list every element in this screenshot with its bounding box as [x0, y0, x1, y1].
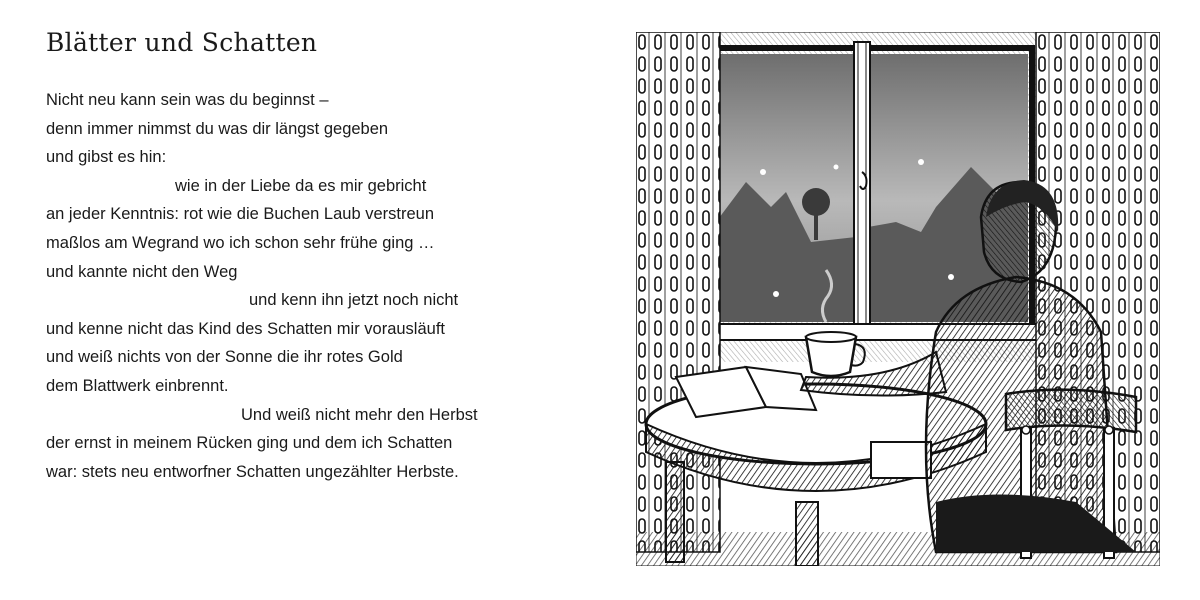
- poem-line: dem Blattwerk einbrennt.: [46, 376, 229, 395]
- poem-line: und gibst es hin:: [46, 148, 167, 167]
- poem-title: Blätter und Schatten: [46, 28, 318, 57]
- poem-line: war: stets neu entworfner Schatten ungezählter Herbste.: [46, 462, 459, 481]
- poem-line: und weiß nichts von der Sonne die ihr rotes Gold: [46, 348, 403, 367]
- poem-line: Und weiß nicht mehr den Herbst: [241, 405, 478, 424]
- poem-line: und kenne nicht das Kind des Schatten mir vorausläuft: [46, 319, 445, 338]
- poem-line: maßlos am Wegrand wo ich schon sehr frühe ging …: [46, 233, 435, 252]
- poem-line: und kannte nicht den Weg: [46, 262, 238, 281]
- poem-line: und kenn ihn jetzt noch nicht: [249, 291, 459, 310]
- poem-line: Nicht neu kann sein was du beginnst –: [46, 91, 329, 109]
- poem-line: an jeder Kenntnis: rot wie die Buchen Laub verstreun: [46, 205, 434, 224]
- table-drawer: [871, 442, 931, 478]
- poem-line: der ernst in meinem Rücken ging und dem ich Schatten: [46, 434, 453, 453]
- tree-trunk: [814, 210, 818, 240]
- poem-line: wie in der Liebe da es mir gebricht: [175, 176, 427, 195]
- poem-line: denn immer nimmst du was dir längst gegeben: [46, 119, 389, 138]
- window-scene-illustration: [636, 32, 1160, 566]
- poem-body: [46, 86, 478, 486]
